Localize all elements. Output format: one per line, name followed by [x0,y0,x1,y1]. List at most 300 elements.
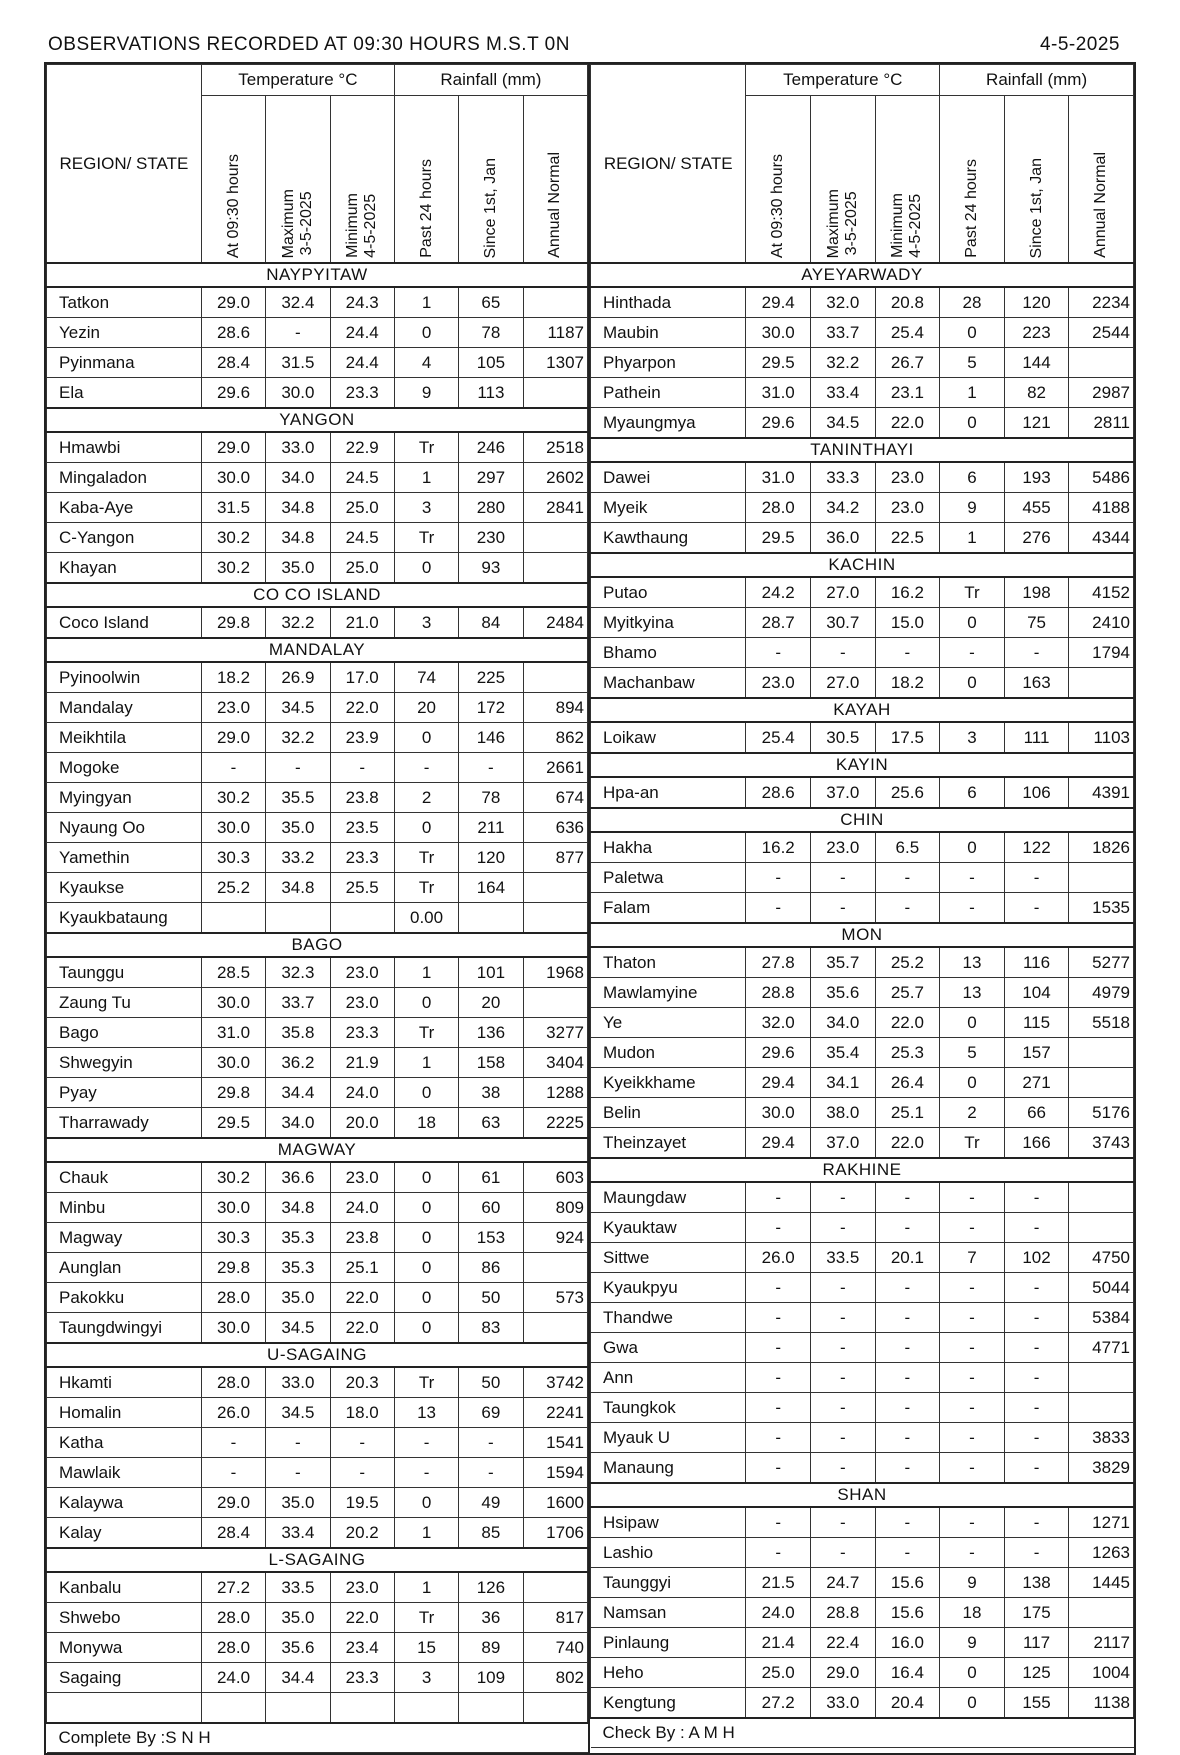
annual-normal-cell: 1968 [523,957,587,988]
station-row [47,1518,588,1549]
rain-24h-cell: 9 [394,378,458,409]
annual-normal-cell: 1187 [523,318,587,348]
station-name: Loikaw [591,722,746,753]
temp-min-cell: - [875,1453,940,1484]
rain-since-jan-cell: 60 [459,1193,523,1223]
left-half [44,62,590,1755]
temp-max-cell: 27.0 [811,668,876,699]
station-name: Khayan [47,553,202,584]
rain-since-jan-cell: 280 [459,493,523,523]
temp-0930-cell: 28.4 [201,1518,265,1549]
rain-24h-cell: - [394,1458,458,1488]
annual-normal-cell [1069,1393,1134,1423]
rain-since-jan-cell: 163 [1004,668,1069,699]
station-name: Pathein [591,378,746,408]
section-header-row [591,438,1134,462]
rain-since-jan-cell: 223 [1004,318,1069,348]
rain-24h-cell: 0 [394,1162,458,1193]
temp-min-cell: - [875,1423,940,1453]
station-name: Mingaladon [47,463,202,493]
temp-max-cell: 23.0 [811,832,876,863]
temp-0930-cell: 28.0 [201,1603,265,1633]
station-name: Ela [47,378,202,409]
station-row [47,843,588,873]
temp-0930-cell: 28.6 [746,777,811,808]
annual-normal-cell: 3829 [1069,1453,1134,1484]
station-name: Mogoke [47,753,202,783]
temp-0930-cell: 28.8 [746,978,811,1008]
rain-24h-cell: Tr [394,523,458,553]
rain-24h-cell: Tr [394,1367,458,1398]
empty-cell [266,1693,330,1724]
station-row [591,608,1134,638]
temp-min-cell: 15.6 [875,1598,940,1628]
station-name: Mawlaik [47,1458,202,1488]
temp-min-cell: 24.0 [330,1078,394,1108]
temp-0930-cell: 29.0 [201,287,265,318]
temp-max-cell: 34.8 [266,523,330,553]
station-name: Putao [591,577,746,608]
rain-24h-cell: 0 [394,813,458,843]
temp-max-cell: 33.7 [811,318,876,348]
temp-max-cell: 33.3 [811,462,876,493]
rain-24h-cell: 6 [940,777,1005,808]
temp-0930-cell: 28.0 [201,1633,265,1663]
rain-24h-cell: - [940,1213,1005,1243]
rain-24h-cell: - [940,863,1005,893]
rain-since-jan-cell: 78 [459,783,523,813]
temp-max-cell: 34.2 [811,493,876,523]
rain-since-jan-cell: 101 [459,957,523,988]
temp-0930-cell: 30.2 [201,523,265,553]
station-row [591,1213,1134,1243]
station-row [591,577,1134,608]
temp-max-cell: 33.0 [266,432,330,463]
station-row [47,1048,588,1078]
empty-cell [459,1693,523,1724]
temp-max-cell: 32.2 [266,723,330,753]
empty-cell [201,1693,265,1724]
rain-since-jan-cell: 86 [459,1253,523,1283]
station-row [591,863,1134,893]
rain-since-jan-cell: - [1004,1213,1069,1243]
station-name: Pyay [47,1078,202,1108]
station-row [591,348,1134,378]
temp-min-cell: 17.5 [875,722,940,753]
col-min-header: Minimum 4-5-2025 [330,96,394,264]
temp-0930-cell: - [201,1458,265,1488]
temp-max-cell: 37.0 [811,777,876,808]
section-title: KACHIN [591,553,1134,577]
annual-normal-cell: 1600 [523,1488,587,1518]
temp-0930-cell: 31.0 [746,462,811,493]
temp-max-cell: 35.3 [266,1253,330,1283]
temp-max-cell: 32.2 [266,607,330,638]
temp-0930-cell: 23.0 [201,693,265,723]
station-name: Bago [47,1018,202,1048]
temp-max-cell: 36.0 [811,523,876,554]
rain-since-jan-cell: 193 [1004,462,1069,493]
annual-normal-cell [1069,668,1134,699]
station-name: Phyarpon [591,348,746,378]
station-row [591,1658,1134,1688]
rain-24h-cell: Tr [394,843,458,873]
annual-normal-cell: 3277 [523,1018,587,1048]
rain-24h-cell: 20 [394,693,458,723]
temp-0930-cell: 25.2 [201,873,265,903]
temp-0930-cell: 30.2 [201,1162,265,1193]
temp-max-cell: 35.0 [266,813,330,843]
annual-normal-cell: 1288 [523,1078,587,1108]
temp-min-cell: 20.3 [330,1367,394,1398]
rain-24h-cell: 4 [394,348,458,378]
temp-min-cell: 22.0 [330,1283,394,1313]
rain-24h-cell: - [940,1507,1005,1538]
station-name: Kyeikkhame [591,1068,746,1098]
station-row [591,777,1134,808]
station-row [47,1162,588,1193]
rain-24h-cell: - [940,638,1005,668]
temp-min-cell [330,903,394,934]
station-row [591,1128,1134,1159]
rain-since-jan-cell: 164 [459,873,523,903]
temp-0930-cell: 28.7 [746,608,811,638]
annual-normal-cell [1069,1068,1134,1098]
station-name: Falam [591,893,746,924]
rain-since-jan-cell: 157 [1004,1038,1069,1068]
rain-since-jan-cell: 144 [1004,348,1069,378]
temp-max-cell: 35.0 [266,553,330,584]
rain-since-jan-cell: 109 [459,1663,523,1693]
temp-min-cell: 18.2 [875,668,940,699]
rain-since-jan-cell: - [1004,1182,1069,1213]
temp-0930-cell: 28.4 [201,348,265,378]
station-name: Taungdwingyi [47,1313,202,1344]
station-name: Tharrawady [47,1108,202,1139]
annual-normal-cell: 924 [523,1223,587,1253]
temp-0930-cell: - [746,1273,811,1303]
section-title: KAYAH [591,698,1134,722]
section-header-row [591,698,1134,722]
temp-max-cell: 24.7 [811,1568,876,1598]
station-row [47,957,588,988]
temp-0930-cell: 30.3 [201,1223,265,1253]
rain-24h-cell: 1 [940,378,1005,408]
rain-24h-cell: 0 [394,1223,458,1253]
temp-max-cell: 35.0 [266,1283,330,1313]
temp-0930-cell: 25.4 [746,722,811,753]
temp-0930-cell: - [201,1428,265,1458]
station-row [47,873,588,903]
rain-24h-cell: Tr [394,432,458,463]
annual-normal-cell: 862 [523,723,587,753]
temp-0930-cell: 30.0 [201,1193,265,1223]
temp-0930-cell: 29.6 [746,408,811,439]
rain-since-jan-cell: 158 [459,1048,523,1078]
temp-min-cell: - [875,1538,940,1568]
annual-normal-cell: 674 [523,783,587,813]
station-name: Mawlamyine [591,978,746,1008]
section-title: CO CO ISLAND [47,583,588,607]
station-row [591,1182,1134,1213]
temp-min-cell: - [330,1458,394,1488]
right-half [590,62,1136,1755]
rain-since-jan-cell: 50 [459,1367,523,1398]
station-name: Shwebo [47,1603,202,1633]
station-name: Paletwa [591,863,746,893]
temp-max-cell: 34.1 [811,1068,876,1098]
annual-normal-cell: 636 [523,813,587,843]
temp-min-cell: 20.8 [875,287,940,318]
rain-since-jan-cell: - [1004,1423,1069,1453]
section-title: MANDALAY [47,638,588,662]
temp-min-cell: 20.4 [875,1688,940,1719]
rain-since-jan-cell: 49 [459,1488,523,1518]
rain-24h-cell: 1 [394,957,458,988]
temp-max-cell: - [811,1333,876,1363]
temp-max-cell: 33.5 [811,1243,876,1273]
temp-0930-cell: 29.8 [201,1253,265,1283]
annual-normal-cell [1069,1038,1134,1068]
station-row [47,1078,588,1108]
station-row [591,493,1134,523]
temp-max-cell: 34.5 [266,1313,330,1344]
station-name: Taunggyi [591,1568,746,1598]
rain-24h-cell: 0 [394,553,458,584]
empty-row [47,1693,588,1724]
temp-max-cell: 35.0 [266,1488,330,1518]
station-row [591,1303,1134,1333]
station-row [47,988,588,1018]
temp-0930-cell: 30.0 [746,1098,811,1128]
station-row [591,978,1134,1008]
station-name: Maungdaw [591,1182,746,1213]
station-row [591,1008,1134,1038]
temp-0930-cell: 25.0 [746,1658,811,1688]
rain-since-jan-cell: 20 [459,988,523,1018]
temp-0930-cell: 16.2 [746,832,811,863]
temp-0930-cell: 26.0 [201,1398,265,1428]
temp-min-cell: 23.0 [875,462,940,493]
rain-since-jan-cell: 65 [459,287,523,318]
rain-since-jan-cell: 122 [1004,832,1069,863]
rain-24h-cell: 2 [940,1098,1005,1128]
temp-max-cell: 32.0 [811,287,876,318]
rain-24h-cell: - [940,1333,1005,1363]
col-since-header: Since 1st, Jan [1004,96,1069,264]
station-name: Aunglan [47,1253,202,1283]
temp-0930-cell: 23.0 [746,668,811,699]
rain-24h-cell: 0.00 [394,903,458,934]
station-row [591,1038,1134,1068]
temp-0930-cell: 30.0 [201,813,265,843]
annual-normal-cell: 5486 [1069,462,1134,493]
station-name: Taungkok [591,1393,746,1423]
temp-max-cell: 22.4 [811,1628,876,1658]
rain-24h-cell: - [940,1182,1005,1213]
temp-min-cell: - [875,893,940,924]
station-name: Kengtung [591,1688,746,1719]
temp-min-cell: 19.5 [330,1488,394,1518]
station-name: Manaung [591,1453,746,1484]
report-title: OBSERVATIONS RECORDED AT 09:30 HOURS M.S.T 0N [48,34,570,55]
rain-24h-cell: - [940,1423,1005,1453]
station-name: Myaungmya [591,408,746,439]
station-name: Sagaing [47,1663,202,1693]
temp-min-cell: - [875,1333,940,1363]
temp-max-cell: - [811,638,876,668]
annual-normal-cell: 4771 [1069,1333,1134,1363]
annual-normal-cell: 1263 [1069,1538,1134,1568]
station-row [47,693,588,723]
temp-0930-cell: 21.4 [746,1628,811,1658]
temp-min-cell: 15.0 [875,608,940,638]
annual-normal-cell: 4979 [1069,978,1134,1008]
temp-max-cell: 32.4 [266,287,330,318]
annual-normal-cell [523,378,587,409]
station-name: Bhamo [591,638,746,668]
rain-24h-cell: Tr [940,1128,1005,1159]
temp-max-cell: - [811,1393,876,1423]
station-row [591,1598,1134,1628]
station-row [47,1458,588,1488]
station-name: Coco Island [47,607,202,638]
rain-since-jan-cell: 82 [1004,378,1069,408]
temp-max-cell: - [811,1363,876,1393]
temp-0930-cell: 28.5 [201,957,265,988]
rain-24h-cell: 5 [940,348,1005,378]
station-name: Zaung Tu [47,988,202,1018]
temp-max-cell: 33.7 [266,988,330,1018]
rain-since-jan-cell: - [1004,1303,1069,1333]
station-name: Magway [47,1223,202,1253]
temp-0930-cell: - [746,638,811,668]
rain-24h-cell: 13 [394,1398,458,1428]
rain-24h-cell: 1 [940,523,1005,554]
temp-max-cell: 33.0 [266,1367,330,1398]
section-header-row [47,638,588,662]
temp-min-cell: - [330,753,394,783]
temp-0930-cell: - [746,893,811,924]
section-header-row [591,753,1134,777]
rain-24h-cell: 0 [940,608,1005,638]
temp-min-cell: 16.4 [875,1658,940,1688]
annual-normal-cell: 5176 [1069,1098,1134,1128]
station-name: Kyaukse [47,873,202,903]
rain-since-jan-cell: 36 [459,1603,523,1633]
station-row [47,1018,588,1048]
rain-since-jan-cell: 102 [1004,1243,1069,1273]
station-row [47,1108,588,1139]
temp-0930-cell: 29.8 [201,607,265,638]
annual-normal-cell: 1307 [523,348,587,378]
rain-24h-cell: 1 [394,287,458,318]
annual-normal-cell [523,1313,587,1344]
rain-since-jan-cell: 155 [1004,1688,1069,1719]
rain-since-jan-cell: 89 [459,1633,523,1663]
rain-since-jan-cell: 38 [459,1078,523,1108]
temp-0930-cell: 21.5 [746,1568,811,1598]
temp-0930-cell: 30.0 [201,1048,265,1078]
temp-min-cell: 25.4 [875,318,940,348]
rain-since-jan-cell: - [1004,893,1069,924]
temp-0930-cell: 27.8 [746,947,811,978]
rain-since-jan-cell: - [1004,863,1069,893]
station-name: Ann [591,1363,746,1393]
report-date: 4-5-2025 [1039,34,1120,55]
annual-normal-cell: 877 [523,843,587,873]
station-name: Kalaywa [47,1488,202,1518]
station-row [47,1398,588,1428]
station-name: Theinzayet [591,1128,746,1159]
station-row [47,1223,588,1253]
rain-24h-cell: 0 [394,1253,458,1283]
temp-0930-cell: 29.0 [201,1488,265,1518]
temp-max-cell: 34.8 [266,1193,330,1223]
station-name: Monywa [47,1633,202,1663]
tables-container [44,62,1136,1755]
station-name: Ye [591,1008,746,1038]
temp-min-cell: 24.5 [330,523,394,553]
temp-0930-cell: 30.2 [201,783,265,813]
station-name: Gwa [591,1333,746,1363]
rain-24h-cell: 0 [394,723,458,753]
annual-normal-cell [523,553,587,584]
temp-max-cell: 33.4 [811,378,876,408]
temp-max-cell: - [266,753,330,783]
annual-normal-cell: 2661 [523,753,587,783]
rain-24h-cell: 6 [940,462,1005,493]
rain-since-jan-cell: - [1004,1507,1069,1538]
section-header-row [47,408,588,432]
annual-normal-cell: 809 [523,1193,587,1223]
temperature-group-header: Temperature °C [201,65,394,96]
temp-min-cell: 25.3 [875,1038,940,1068]
temp-0930-cell: 28.0 [746,493,811,523]
station-row [591,1393,1134,1423]
rain-since-jan-cell: 172 [459,693,523,723]
annual-normal-cell: 3404 [523,1048,587,1078]
temp-max-cell: - [266,1458,330,1488]
temp-0930-cell [201,903,265,934]
station-name: Kyaukbataung [47,903,202,934]
annual-normal-cell: 1706 [523,1518,587,1549]
col-normal-header: Annual Normal [1069,96,1134,264]
temp-0930-cell: - [746,863,811,893]
annual-normal-cell [1069,1598,1134,1628]
rain-since-jan-cell: - [459,1458,523,1488]
rain-24h-cell: 18 [394,1108,458,1139]
station-row [47,607,588,638]
annual-normal-cell: 4188 [1069,493,1134,523]
temp-max-cell: 35.7 [811,947,876,978]
section-title: U-SAGAING [47,1343,588,1367]
rain-24h-cell: 9 [940,1568,1005,1598]
rain-since-jan-cell: - [1004,1538,1069,1568]
temp-max-cell: 33.4 [266,1518,330,1549]
annual-normal-cell: 2410 [1069,608,1134,638]
station-row [591,1068,1134,1098]
temp-0930-cell: - [746,1303,811,1333]
temp-min-cell: 21.0 [330,607,394,638]
rain-24h-cell: 5 [940,1038,1005,1068]
station-row [47,493,588,523]
rain-since-jan-cell: - [1004,1333,1069,1363]
temp-min-cell: 20.0 [330,1108,394,1139]
temp-0930-cell: - [746,1182,811,1213]
station-name: Homalin [47,1398,202,1428]
section-title: MON [591,923,1134,947]
